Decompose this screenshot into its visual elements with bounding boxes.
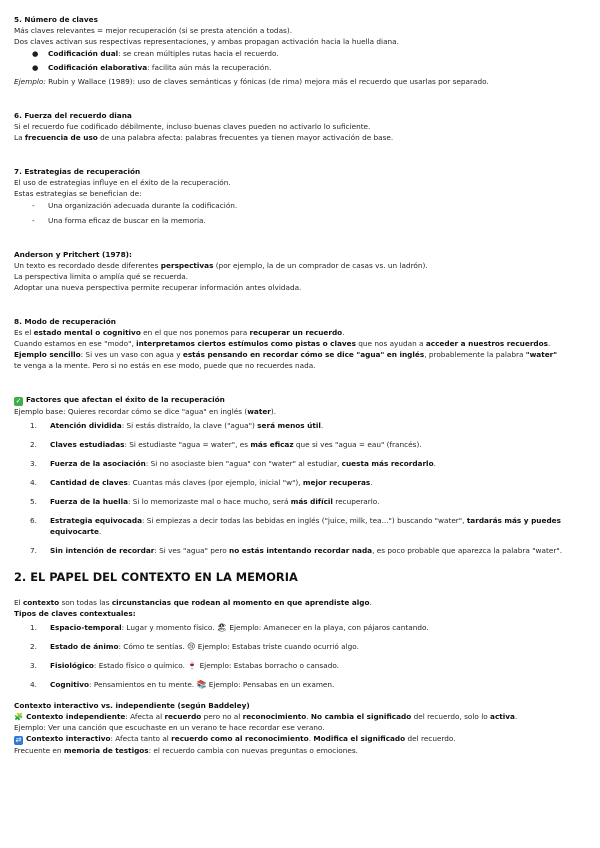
bullet-icon: ● <box>32 49 39 58</box>
puzzle-icon: 🧩 <box>14 712 24 721</box>
paragraph: La frecuencia de uso de una palabra afecta: palabras frecuentes ya tienen mayor activación de base. <box>14 133 394 142</box>
section-fuerza-recuerdo <box>14 110 586 143</box>
subsection-title: Tipos de claves contextuales: <box>14 609 136 618</box>
chapter-heading: 2. EL PAPEL DEL CONTEXTO EN LA MEMORIA <box>14 570 298 584</box>
section-title: ✓ Factores que afectan el éxito de la recuperación <box>15 395 225 405</box>
paragraph: Ejemplo sencillo: Si ves un vaso con agua y estás pensando en recordar cómo se dice "agua" en inglés, probablemente la palabra "water" <box>14 350 558 359</box>
dash-icon: - <box>32 201 35 210</box>
bullet-icon: ● <box>32 63 39 72</box>
list-item: ● Codificación dual: se crean múltiples rutas hacia el recuerdo. <box>32 49 279 58</box>
paragraph: El uso de estrategias influye en el éxito de la recuperación. <box>14 178 231 187</box>
sync-icon: ⇄ <box>15 736 22 744</box>
section-factores <box>14 394 586 556</box>
list-item: 2. Claves estudiadas: Si estudiaste "agua = water", es más eficaz que si ves "agua = eau" (francés). <box>30 440 422 449</box>
list-item: 1. Espacio-temporal: Lugar y momento físico. 🏖 Ejemplo: Amanecer en la playa, con pájaros cantando. <box>30 623 429 632</box>
section-title: 6. Fuerza del recuerdo diana <box>14 111 132 120</box>
section-numero-claves <box>14 14 586 87</box>
list-item: 6. Estrategia equivocada: Si empiezas a decir todas las bebidas en inglés ("juice, milk, tea...") buscando "water", tardarás más y puedes equivocarte. <box>30 516 561 536</box>
paragraph: te venga a la mente. Pero si no estás en ese modo, puede que no recuerdes nada. <box>14 361 316 370</box>
books-icon: 📚 <box>196 680 207 689</box>
section-modo-recuperacion <box>14 316 586 371</box>
subsection-title: Contexto interactivo vs. independiente (según Baddeley) <box>14 701 250 710</box>
paragraph: 🧩 Contexto independiente: Afecta al recuerdo pero no al reconocimiento. No cambia el significado del recuerdo, solo lo activa. <box>14 712 518 721</box>
section-title: 8. Modo de recuperación <box>14 317 116 326</box>
paragraph: Es el estado mental o cognitivo en el que nos ponemos para recuperar un recuerdo. <box>14 328 345 337</box>
paragraph: Frecuente en memoria de testigos: el recuerdo cambia con nuevas preguntas o emociones. <box>14 746 359 755</box>
section-estrategias <box>14 166 586 226</box>
list-item: 7. Sin intención de recordar: Si ves "agua" pero no estás intentando recordar nada, es poco probable que aparezca la palabra "water". <box>30 546 563 555</box>
list-item: ● Codificación elaborativa: facilita aún más la recuperación. <box>32 63 272 72</box>
list-item: 5. Fuerza de la huella: Si lo memorizaste mal o hace mucho, será más difícil recuperarlo. <box>30 497 380 506</box>
paragraph: Estas estrategias se benefician de: <box>14 189 142 198</box>
paragraph: La perspectiva limita o amplía qué se recuerda. <box>14 272 189 281</box>
section-anderson-pritchert <box>14 249 586 293</box>
list-item: 4. Cognitivo: Pensamientos en tu mente. 📚 Ejemplo: Pensabas en un examen. <box>30 680 335 689</box>
list-item: 2. Estado de ánimo: Cómo te sentías. 😢 Ejemplo: Estabas triste cuando ocurrió algo. <box>30 642 359 651</box>
list-item: 3. Fisiológico: Estado físico o químico. 🍷 Ejemplo: Estabas borracho o cansado. <box>30 661 339 670</box>
factors-list <box>14 420 586 556</box>
paragraph: Un texto es recordado desde diferentes perspectivas (por ejemplo, la de un comprador de casas vs. un ladrón). <box>14 261 428 270</box>
paragraph: Más claves relevantes = mejor recuperación (si se presta atención a todas). <box>14 26 293 35</box>
paragraph: Ejemplo: Ver una canción que escuchaste en un verano te hace recordar ese verano. <box>14 723 325 732</box>
paragraph: Ejemplo base: Quieres recordar cómo se dice "agua" en inglés (water). <box>14 407 277 416</box>
dash-list <box>32 200 586 226</box>
list-item: - Una organización adecuada durante la codificación. <box>32 201 238 210</box>
example-paragraph: Ejemplo: Rubin y Wallace (1989): uso de claves semánticas y fónicas (de rima) mejora más el recuerdo que usarlas por separado. <box>14 77 489 86</box>
list-item: 1. Atención dividida: Si estás distraído, la clave ("agua") será menos útil. <box>30 421 324 430</box>
section-title: Anderson y Pritchert (1978): <box>14 250 132 259</box>
list-item: 3. Fuerza de la asociación: Si no asociaste bien "agua" con "water" al estudiar, cuesta más recordarlo. <box>30 459 436 468</box>
section-contexto-interactivo <box>14 700 586 756</box>
paragraph: Dos claves activan sus respectivas representaciones, y ambas propagan activación hacia la huella diana. <box>14 37 399 46</box>
section-title: 5. Número de claves <box>14 15 98 24</box>
dash-icon: - <box>32 216 35 225</box>
list-item: - Una forma eficaz de buscar en la memoria. <box>32 216 206 225</box>
check-icon: ✓ <box>15 397 22 405</box>
paragraph: ⇄ Contexto interactivo: Afecta tanto al recuerdo como al reconocimiento. Modifica el significado del recuerdo. <box>15 734 456 744</box>
section-contexto <box>14 597 586 690</box>
paragraph: El contexto son todas las circunstancias que rodean al momento en que aprendiste algo. <box>14 598 372 607</box>
beach-icon: 🏖 <box>216 623 228 632</box>
list-item: 4. Cantidad de claves: Cuantas más claves (por ejemplo, inicial "w"), mejor recuperas. <box>30 478 373 487</box>
paragraph: Si el recuerdo fue codificado débilmente, incluso buenas claves pueden no activarlo lo suficiente. <box>14 122 371 131</box>
paragraph: Adoptar una nueva perspectiva permite recuperar información antes olvidada. <box>14 283 302 292</box>
section-title: 7. Estrategias de recuperación <box>14 167 141 176</box>
sad-face-icon: 😢 <box>187 642 196 651</box>
bullet-list <box>32 48 586 73</box>
paragraph: Cuando estamos en ese "modo", interpretamos ciertos estímulos como pistas o claves que nos ayudan a acceder a nuestros recuerdos. <box>14 339 551 348</box>
wine-glass-icon: 🍷 <box>187 661 198 670</box>
context-types-list <box>14 622 586 690</box>
